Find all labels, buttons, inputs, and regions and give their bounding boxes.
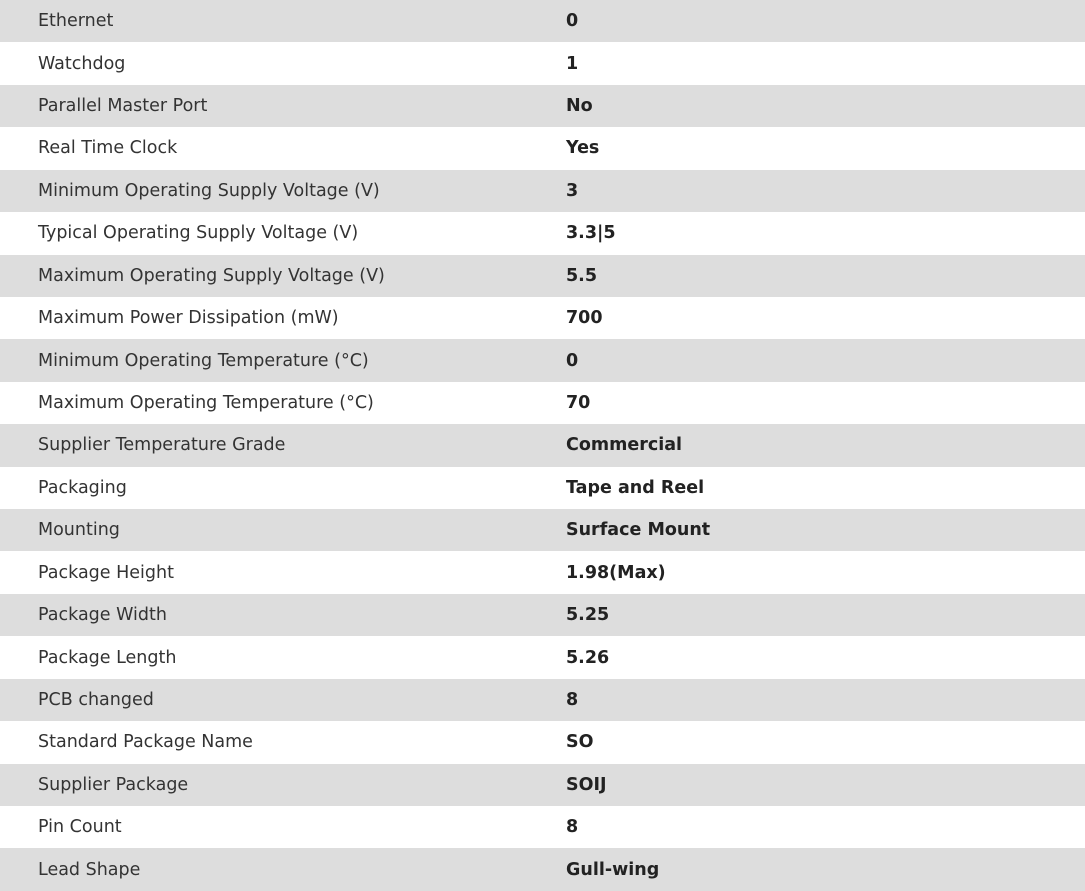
spec-value: SO (566, 732, 594, 753)
spec-label: Lead Shape (38, 859, 141, 880)
spec-value: 5.25 (566, 605, 610, 626)
spec-value: 8 (566, 817, 579, 838)
spec-value: Gull-wing (566, 859, 660, 880)
table-row (0, 551, 1085, 593)
table-row (0, 0, 1085, 42)
spec-value: 0 (566, 11, 579, 32)
spec-value: 5.26 (566, 647, 610, 668)
spec-value: 3.3|5 (566, 223, 616, 244)
spec-value: Yes (566, 138, 600, 159)
table-row (0, 594, 1085, 636)
spec-value: Tape and Reel (566, 477, 705, 498)
table-row (0, 297, 1085, 339)
table-row (0, 212, 1085, 254)
table-row (0, 170, 1085, 212)
spec-value: 5.5 (566, 265, 598, 286)
spec-label: Supplier Package (38, 774, 189, 795)
table-row (0, 636, 1085, 678)
table-row (0, 679, 1085, 721)
spec-value: 700 (566, 308, 603, 329)
table-row (0, 255, 1085, 297)
spec-label: Mounting (38, 520, 120, 541)
table-row (0, 424, 1085, 466)
spec-value: Commercial (566, 435, 683, 456)
spec-value: No (566, 96, 593, 117)
spec-label: PCB changed (38, 689, 154, 710)
spec-value: 70 (566, 393, 591, 413)
table-row (0, 848, 1085, 890)
spec-label: Packaging (38, 477, 127, 498)
spec-value: 1.98(Max) (566, 562, 666, 583)
spec-label: Typical Operating Supply Voltage (V) (38, 223, 359, 244)
table-row (0, 721, 1085, 763)
spec-label: Package Width (38, 605, 167, 626)
table-row (0, 806, 1085, 848)
table-row (0, 509, 1085, 551)
table-row (0, 127, 1085, 169)
spec-label: Minimum Operating Supply Voltage (V) (38, 180, 380, 201)
spec-value: 1 (566, 53, 579, 74)
spec-value: 8 (566, 689, 579, 710)
spec-label: Ethernet (38, 11, 114, 32)
spec-value: 0 (566, 350, 579, 371)
table-row (0, 339, 1085, 381)
spec-label: Maximum Power Dissipation (mW) (38, 308, 339, 329)
spec-label: Real Time Clock (38, 138, 178, 159)
spec-label: Minimum Operating Temperature (°C) (38, 350, 369, 371)
table-row (0, 764, 1085, 806)
spec-value: SOIJ (566, 774, 607, 795)
spec-value: 3 (566, 180, 579, 201)
spec-label: Package Height (38, 562, 174, 583)
table-row (0, 467, 1085, 509)
table-row (0, 42, 1085, 84)
spec-label: Parallel Master Port (38, 96, 208, 117)
spec-label: Package Length (38, 647, 177, 668)
spec-label: Pin Count (38, 817, 122, 838)
table-row (0, 85, 1085, 127)
spec-label: Supplier Temperature Grade (38, 435, 286, 456)
spec-label: Maximum Operating Supply Voltage (V) (38, 265, 385, 286)
table-row (0, 382, 1085, 424)
spec-label: Maximum Operating Temperature (°C) (38, 393, 374, 413)
spec-label: Standard Package Name (38, 732, 253, 753)
spec-label: Watchdog (38, 53, 126, 74)
spec-value: Surface Mount (566, 520, 711, 541)
